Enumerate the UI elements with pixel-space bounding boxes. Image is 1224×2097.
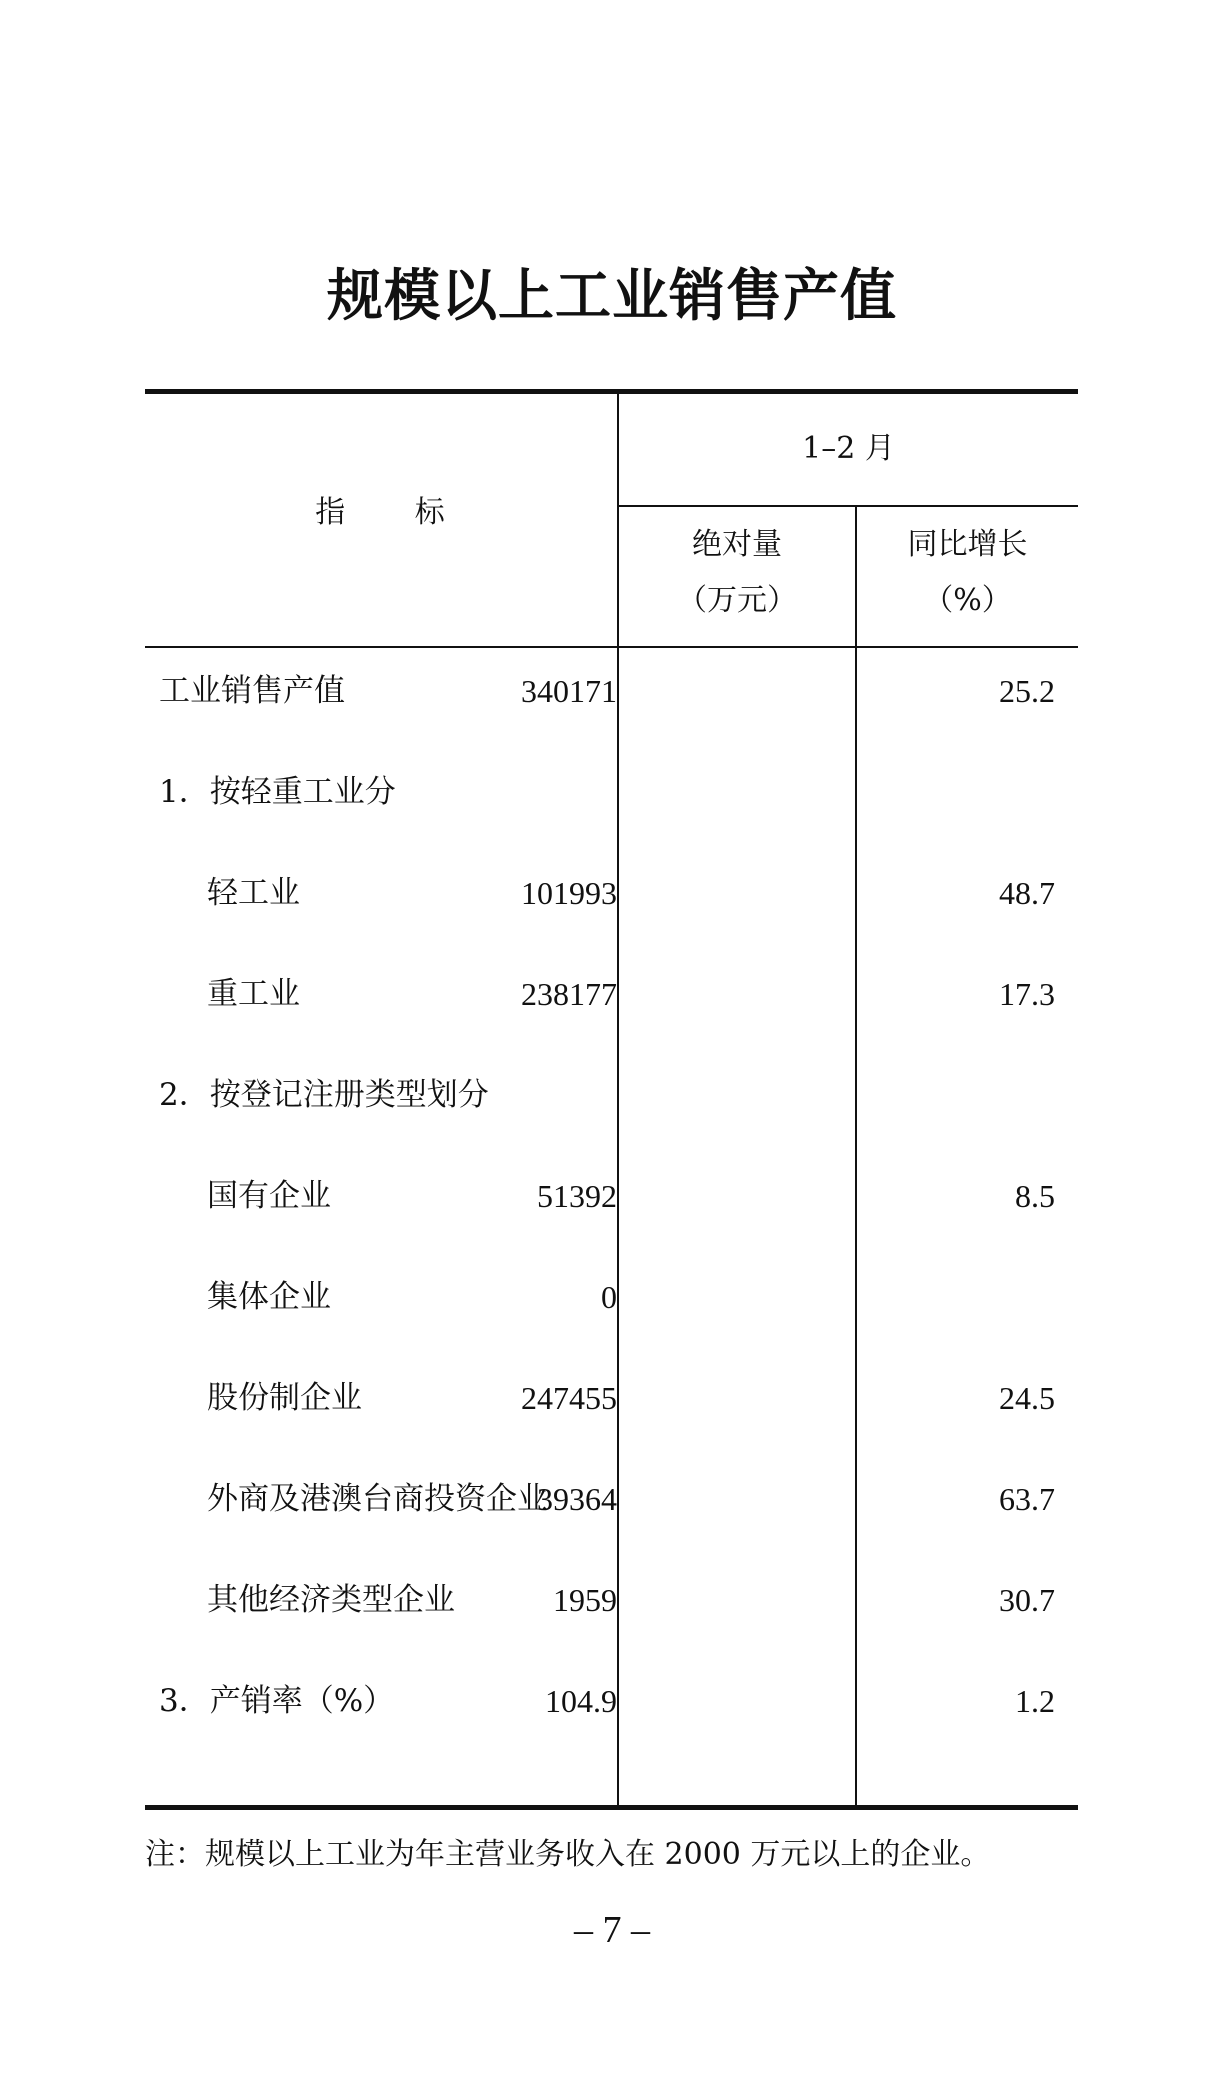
row-absolute-value: 51392	[537, 1178, 617, 1214]
table-bottom-rule	[145, 1805, 1078, 1810]
header-yoy-unit: （%）	[923, 583, 1012, 618]
header-yoy-label: 同比增长	[907, 527, 1028, 562]
row-label: 2．按登记注册类型划分	[159, 1077, 489, 1113]
header-period: 1–2 月	[802, 431, 895, 466]
row-label: 股份制企业	[207, 1380, 362, 1416]
row-yoy-value: 24.5	[999, 1380, 1055, 1416]
table-row	[145, 863, 1078, 923]
row-absolute-value: 104.9	[545, 1683, 617, 1719]
table-row	[145, 1671, 1078, 1731]
row-label: 轻工业	[207, 875, 300, 911]
table-top-rule	[145, 389, 1078, 394]
table-row	[145, 1065, 1078, 1125]
row-label: 1．按轻重工业分	[159, 774, 396, 810]
row-yoy-value: 25.2	[999, 673, 1055, 709]
row-absolute-value: 238177	[521, 976, 617, 1012]
statistics-table	[145, 389, 1078, 1811]
row-label: 3．产销率（%）	[159, 1683, 395, 1719]
row-absolute-value: 340171	[521, 673, 617, 709]
header-sub-rule	[617, 505, 1078, 507]
row-absolute-value: 101993	[521, 875, 617, 911]
row-label: 集体企业	[207, 1279, 331, 1315]
row-yoy-value: 30.7	[999, 1582, 1055, 1618]
row-absolute-value: 1959	[553, 1582, 617, 1618]
footnote: 注：规模以上工业为年主营业务收入在 2000 万元以上的企业。	[145, 1837, 991, 1872]
row-label: 国有企业	[207, 1178, 331, 1214]
header-absolute-label: 绝对量	[692, 527, 782, 562]
table-row	[145, 1469, 1078, 1529]
page-number: – 7 –	[574, 1909, 650, 1951]
header-indicator: 指 标	[315, 495, 447, 530]
table-row	[145, 661, 1078, 721]
table-row	[145, 762, 1078, 822]
table-row	[145, 1267, 1078, 1327]
row-yoy-value: 1.2	[1015, 1683, 1055, 1719]
row-label: 工业销售产值	[159, 673, 345, 709]
header-bottom-rule	[145, 646, 1078, 648]
row-absolute-value: 0	[601, 1279, 617, 1315]
table-row	[145, 1570, 1078, 1630]
page-title: 规模以上工业销售产值	[327, 264, 897, 329]
table-row	[145, 1166, 1078, 1226]
table-row	[145, 964, 1078, 1024]
row-label: 外商及港澳台商投资企业	[207, 1481, 548, 1517]
row-yoy-value: 17.3	[999, 976, 1055, 1012]
row-yoy-value: 8.5	[1015, 1178, 1055, 1214]
table-row	[145, 1368, 1078, 1428]
row-yoy-value: 48.7	[999, 875, 1055, 911]
row-label: 其他经济类型企业	[207, 1582, 455, 1618]
row-yoy-value: 63.7	[999, 1481, 1055, 1517]
row-absolute-value: 39364	[537, 1481, 617, 1517]
header-absolute-unit: （万元）	[677, 583, 797, 618]
row-label: 重工业	[207, 976, 300, 1012]
row-absolute-value: 247455	[521, 1380, 617, 1416]
